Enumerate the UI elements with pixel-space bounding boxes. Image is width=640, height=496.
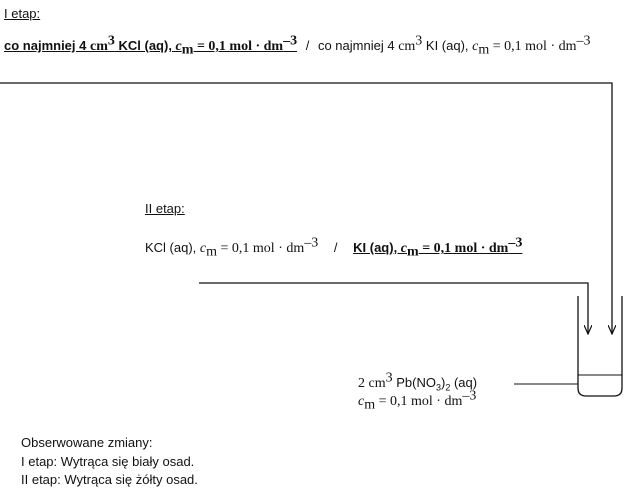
stage2-feed-line — [199, 283, 588, 334]
stage1-feed-line — [0, 83, 612, 334]
observation-stage2: II etap: Wytrąca się żółty osad. — [21, 472, 198, 487]
stage2-heading: II etap: — [145, 201, 185, 216]
tube-label-line1: 2 $cm^3$ $Pb(NO_3)_2$ (aq) — [358, 370, 478, 393]
stage2-option-b: KI (aq), $c_m = 0,1$ mol · $dm^{-3}$ — [353, 235, 523, 260]
test-tube — [578, 296, 622, 396]
stage1-heading: I etap: — [4, 6, 41, 21]
observations-title: Obserwowane zmiany: — [21, 435, 153, 450]
stage1-separator: / — [305, 38, 310, 53]
stage2-line — [145, 235, 523, 260]
stage2-separator: / — [333, 240, 338, 255]
tube-label-line2: $c_m = 0,1$ mol · $dm^{-3}$ — [358, 388, 477, 413]
stage1-line — [4, 33, 591, 58]
stage2-option-a: KCl (aq), $c_m = 0,1$ mol · $dm^{-3}$ — [145, 235, 319, 260]
stage1-option-b: co najmniej 4 $cm^3$ KI (aq), $c_m = 0,1$ mol · $dm^{-3}$ — [317, 33, 591, 58]
stage1-option-a: co najmniej 4 $cm^3$ KCl (aq), $c_m = 0,1$ mol · $dm^{-3}$ — [4, 33, 298, 58]
observation-stage1: I etap: Wytrąca się biały osad. — [21, 454, 195, 469]
